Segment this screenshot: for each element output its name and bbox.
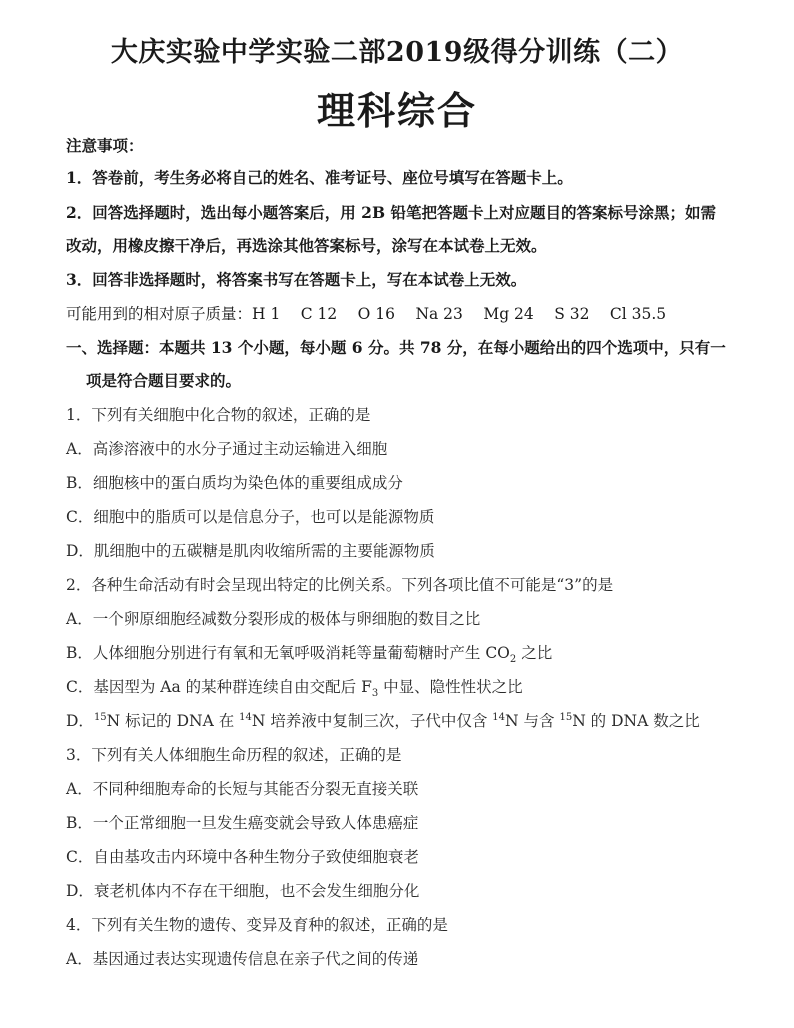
question-1-option-b: B．细胞核中的蛋白质均为染色体的重要组成成分 [66,474,403,492]
notice-item-3: 3．回答非选择题时，将答案书写在答题卡上，写在本试卷上无效。 [66,270,527,289]
question-4-stem: 4．下列有关生物的遗传、变异及育种的叙述，正确的是 [66,916,448,934]
question-1-option-c: C．细胞中的脂质可以是信息分子，也可以是能源物质 [66,508,435,526]
notice-item-1: 1．答卷前，考生务必将自己的姓名、准考证号、座位号填写在答题卡上。 [66,168,573,187]
notice-item-2: 2．回答选择题时，选出每小题答案后，用 2B 铅笔把答题卡上对应题目的答案标号涂黑；如需 [66,203,716,222]
exam-subtitle: 理科综合 [316,88,477,133]
exam-title: 大庆实验中学实验二部2019级得分训练（二） [110,37,684,68]
question-4-option-a: A．基因通过表达实现遗传信息在亲子代之间的传递 [66,950,419,968]
question-3-stem: 3．下列有关人体细胞生命历程的叙述，正确的是 [66,746,402,764]
question-2-stem: 2．各种生命活动有时会呈现出特定的比例关系。下列各项比值不可能是“3”的是 [66,576,614,594]
question-3-option-a: A．不同种细胞寿命的长短与其能否分裂无直接关联 [66,780,419,798]
notice-item-2-continued: 改动，用橡皮擦干净后，再选涂其他答案标号，涂写在本试卷上无效。 [66,236,547,255]
atomic-mass-line: 可能用到的相对原子质量：H 1 C 12 O 16 Na 23 Mg 24 S 32 Cl 35.5 [66,305,667,323]
question-1-stem: 1．下列有关细胞中化合物的叙述，正确的是 [66,406,371,424]
question-2-option-c: C．基因型为 Aa 的某种群连续自由交配后 $F_3$ 中显、隐性性状之比 [66,678,523,700]
question-3-option-b: B．一个正常细胞一旦发生癌变就会导致人体患癌症 [66,814,419,832]
section-heading-continued: 项是符合题目要求的。 [86,371,242,390]
question-1-option-a: A．高渗溶液中的水分子通过主动运输进入细胞 [66,440,388,458]
section-heading: 一、选择题：本题共 13 个小题，每小题 6 分。共 78 分，在每小题给出的四个选项中，只有一 [66,338,726,357]
question-2-option-a: A．一个卵原细胞经减数分裂形成的极体与卵细胞的数目之比 [66,610,481,628]
question-1-option-d: D．肌细胞中的五碳糖是肌肉收缩所需的主要能源物质 [66,542,435,560]
question-3-option-c: C．自由基攻击内环境中各种生物分子致使细胞衰老 [66,848,419,866]
question-2-option-d: D．$^{15}$N 标记的 DNA 在 $^{14}$N 培养液中复制三次，子代中仅含 $^{14}$N 与含 $^{15}$N 的 DNA 数之比 [66,711,700,730]
notice-heading: 注意事项： [66,136,144,155]
question-2-option-b: B．人体细胞分别进行有氧和无氧呼吸消耗等量葡萄糖时产生 $CO_2$ 之比 [66,644,553,666]
question-3-option-d: D．衰老机体内不存在干细胞，也不会发生细胞分化 [66,882,420,900]
